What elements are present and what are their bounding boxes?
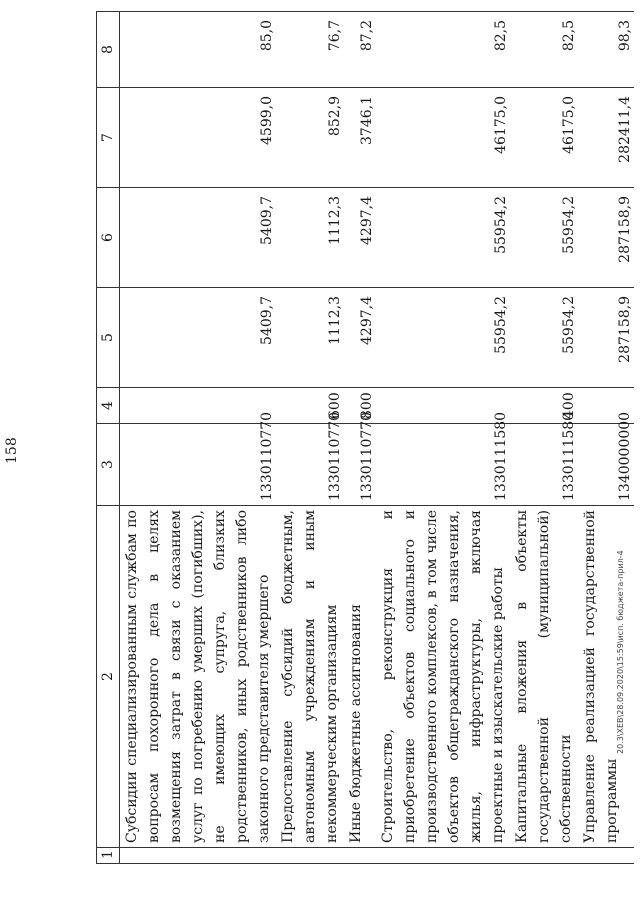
row-name-cell: Предоставление субсидий бюджетным, автономным учреждениям и иным некоммерческим организациям	[276, 506, 344, 848]
header-cell-1: 1	[97, 848, 120, 864]
row-code-cell: 1330111580	[510, 424, 578, 506]
row-col8-cell: 85,0	[120, 12, 277, 88]
row-col7-cell: 3746,1	[344, 88, 376, 188]
row-col7-cell: 46175,0	[510, 88, 578, 188]
budget-table	[96, 11, 634, 864]
row-col8-cell: 82,5	[510, 12, 578, 88]
row-col8-cell: 98,3	[578, 12, 634, 88]
row-vr-cell	[376, 388, 510, 424]
row-name-cell: Управление реализацией государственной программы	[578, 506, 634, 848]
header-cell-2: 2	[97, 506, 120, 848]
header-cell-8: 8	[97, 12, 120, 88]
row-col6-cell: 55954,2	[510, 188, 578, 288]
row-col5-cell: 55954,2	[376, 288, 510, 388]
row-index-cell	[344, 848, 376, 864]
table-row	[376, 12, 510, 864]
row-name-cell: Иные бюджетные ассигнования	[344, 506, 376, 848]
header-cell-5: 5	[97, 288, 120, 388]
row-col6-cell: 55954,2	[376, 188, 510, 288]
row-col7-cell: 852,9	[276, 88, 344, 188]
row-vr-cell: 800	[344, 388, 376, 424]
row-name-cell: Строительство, реконструкция и приобретение объектов социального и производственного комплексов, в том числе объектов общегражданского назначения, жилья, инфраструктуры, включая проектные и изыскательские работы	[376, 506, 510, 848]
row-col7-cell: 282411,4	[578, 88, 634, 188]
footer-stamp: 20.3\ХЕВ\28.09.2020\15:59\исп. бюджета-прил-4	[616, 550, 625, 754]
row-index-cell	[276, 848, 344, 864]
row-col6-cell: 1112,3	[276, 188, 344, 288]
row-index-cell	[578, 848, 634, 864]
row-col5-cell: 5409,7	[120, 288, 277, 388]
row-index-cell	[510, 848, 578, 864]
page-number: 158	[4, 437, 20, 464]
header-cell-6: 6	[97, 188, 120, 288]
row-col5-cell: 1112,3	[276, 288, 344, 388]
header-cell-7: 7	[97, 88, 120, 188]
row-code-cell: 1330111580	[376, 424, 510, 506]
row-col5-cell: 4297,4	[344, 288, 376, 388]
header-cell-3: 3	[97, 424, 120, 506]
row-col8-cell: 82,5	[376, 12, 510, 88]
row-col7-cell: 4599,0	[120, 88, 277, 188]
row-code-cell: 1340000000	[578, 424, 634, 506]
row-col5-cell: 55954,2	[510, 288, 578, 388]
row-index-cell	[376, 848, 510, 864]
table-row	[344, 12, 376, 864]
row-col6-cell: 4297,4	[344, 188, 376, 288]
row-col6-cell: 5409,7	[120, 188, 277, 288]
row-name-cell: Капитальные вложения в объекты государственной (муниципальной) собственности	[510, 506, 578, 848]
row-code-cell: 1330110770	[344, 424, 376, 506]
row-vr-cell: 600	[276, 388, 344, 424]
row-col8-cell: 87,2	[344, 12, 376, 88]
header-cell-4: 4	[97, 388, 120, 424]
row-index-cell	[120, 848, 277, 864]
row-col6-cell: 287158,9	[578, 188, 634, 288]
row-col5-cell: 287158,9	[578, 288, 634, 388]
row-name-cell: Субсидии специализированным службам по вопросам похоронного дела в целях возмещения затрат в связи с оказанием услуг по погребению умерших (погибших), не имеющих супруга, близких родственников, иных родственников либо законного представителя умершего	[120, 506, 277, 848]
row-vr-cell	[120, 388, 277, 424]
row-vr-cell: 400	[510, 388, 578, 424]
row-col8-cell: 76,7	[276, 12, 344, 88]
table-row	[120, 12, 277, 864]
table-row	[578, 12, 634, 864]
table-row	[276, 12, 344, 864]
row-col7-cell: 46175,0	[376, 88, 510, 188]
row-code-cell: 1330110770	[120, 424, 277, 506]
table-row	[510, 12, 578, 864]
header-row	[97, 12, 120, 864]
row-code-cell: 1330110770	[276, 424, 344, 506]
